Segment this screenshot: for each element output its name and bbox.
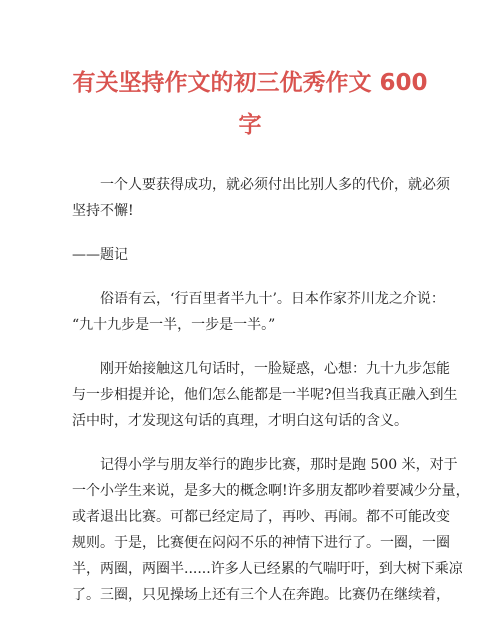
text-line: 了。三圈，只见操场上还有三个人在奔跑。比赛仍在继续着， (72, 587, 450, 603)
text-line: 记得小学与朋友举行的跑步比赛，那时是跑 500 米，对于 (100, 457, 458, 473)
text-line: 或者退出比赛。可都已经定局了，再吵、再闹。都不可能改变 (72, 509, 450, 525)
text-line: 坚持不懈! (72, 203, 134, 219)
text-line: “九十九步是一半，一步是一半。” (72, 317, 276, 333)
text-line: ——题记 (72, 247, 128, 263)
title-line: 有关坚持作文的初三优秀作文 600 (72, 70, 428, 96)
paragraph-intro (72, 172, 450, 224)
text-line: 半，两圈，两圈半......许多人已经累的气喘吁吁，到大树下乘凉 (72, 561, 463, 577)
article-title (60, 62, 440, 146)
text-line: 俗语有云，‘行百里者半九十’。日本作家芥川龙之介说： (100, 291, 445, 307)
paragraph-race-story (72, 452, 470, 608)
article-body (72, 172, 470, 626)
text-line: 一个人要获得成功，就必须付出比别人多的代价，就必须 (100, 177, 450, 193)
text-line: 刚开始接触这几句话时，一脸疑惑，心想：九十九步怎能 (100, 361, 450, 377)
paragraph-reflection (72, 356, 458, 434)
text-line: 与一步相提并论，他们怎么能都是一半呢?但当我真正融入到生 (72, 387, 458, 403)
title-line: 字 (238, 112, 262, 138)
text-line: 活中时，才发现这句话的真理，才明白这句话的含义。 (72, 413, 408, 429)
text-line: 规则。于是，比赛便在闷闷不乐的神情下进行了。一圈，一圈 (72, 535, 450, 551)
paragraph-proverb (72, 286, 445, 338)
text-line: 一个小学生来说，是多大的概念啊!许多朋友都吵着要减少分量， (72, 483, 470, 499)
paragraph-epigraph (72, 242, 434, 268)
